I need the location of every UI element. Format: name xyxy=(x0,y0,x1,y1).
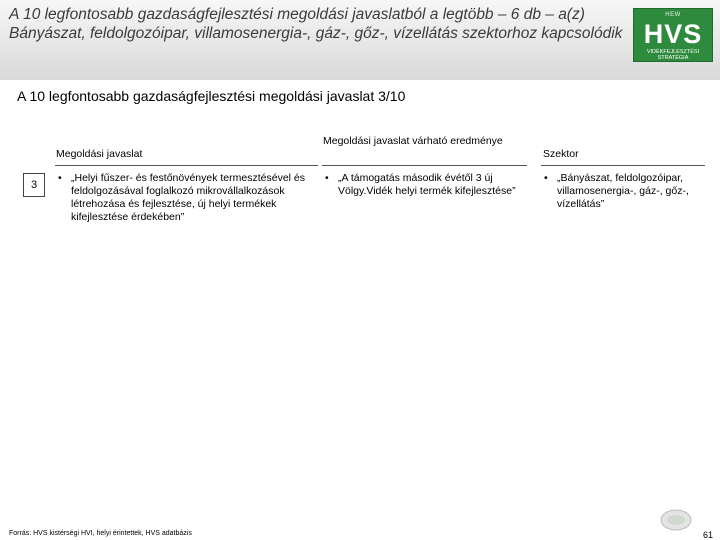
column-header-sector: Szektor xyxy=(543,148,579,160)
column-header-outcome: Megoldási javaslat várható eredménye xyxy=(323,135,503,147)
column-rule-outcome xyxy=(322,165,527,166)
bullet: • xyxy=(325,172,329,184)
column-header-proposal: Megoldási javaslat xyxy=(56,148,143,160)
bullet: • xyxy=(544,172,548,184)
outcome-cell xyxy=(325,172,525,198)
proposal-text: „Helyi fűszer- és festőnövények termesztésével és feldolgozásával foglalkozó mikrovállalkozások létrehozása és fejlesztése, új helyi termékek kifejlesztése érdekében” xyxy=(71,172,306,223)
section-title: A 10 legfontosabb gazdaságfejlesztési megoldási javaslat 3/10 xyxy=(17,88,406,104)
hvs-logo xyxy=(633,8,713,62)
column-rule-sector xyxy=(541,165,705,166)
sector-text: „Bányászat, feldolgozóipar, villamosenergia-, gáz-, gőz-, vízellátás” xyxy=(557,172,689,210)
header-title: A 10 legfontosabb gazdaságfejlesztési megoldási javaslatból a legtöbb – 6 db – a(z) Bányászat, feldolgozóipar, villamosenergia-, gáz-, gőz-, vízellátás szektorhoz kapcsolódik xyxy=(9,6,623,42)
footer-emblem-icon xyxy=(660,509,692,531)
page-number: 61 xyxy=(703,530,714,540)
logo-sub-text: VIDÉKFEJLESZTÉSI STRATÉGIA xyxy=(646,49,700,61)
column-rule-proposal xyxy=(55,165,318,166)
row-number: 3 xyxy=(23,173,45,197)
bullet: • xyxy=(58,172,62,184)
sector-cell xyxy=(544,172,704,211)
proposal-cell xyxy=(58,172,320,224)
footer-source: Forrás: HVS kistérségi HVI, helyi érintettek, HVS adatbázis xyxy=(9,530,192,537)
outcome-text: „A támogatás második évétől 3 új Völgy.Vidék helyi termék kifejlesztése” xyxy=(338,172,516,197)
logo-small-text: HEW xyxy=(665,12,681,18)
logo-main-text: HVS xyxy=(643,19,703,49)
